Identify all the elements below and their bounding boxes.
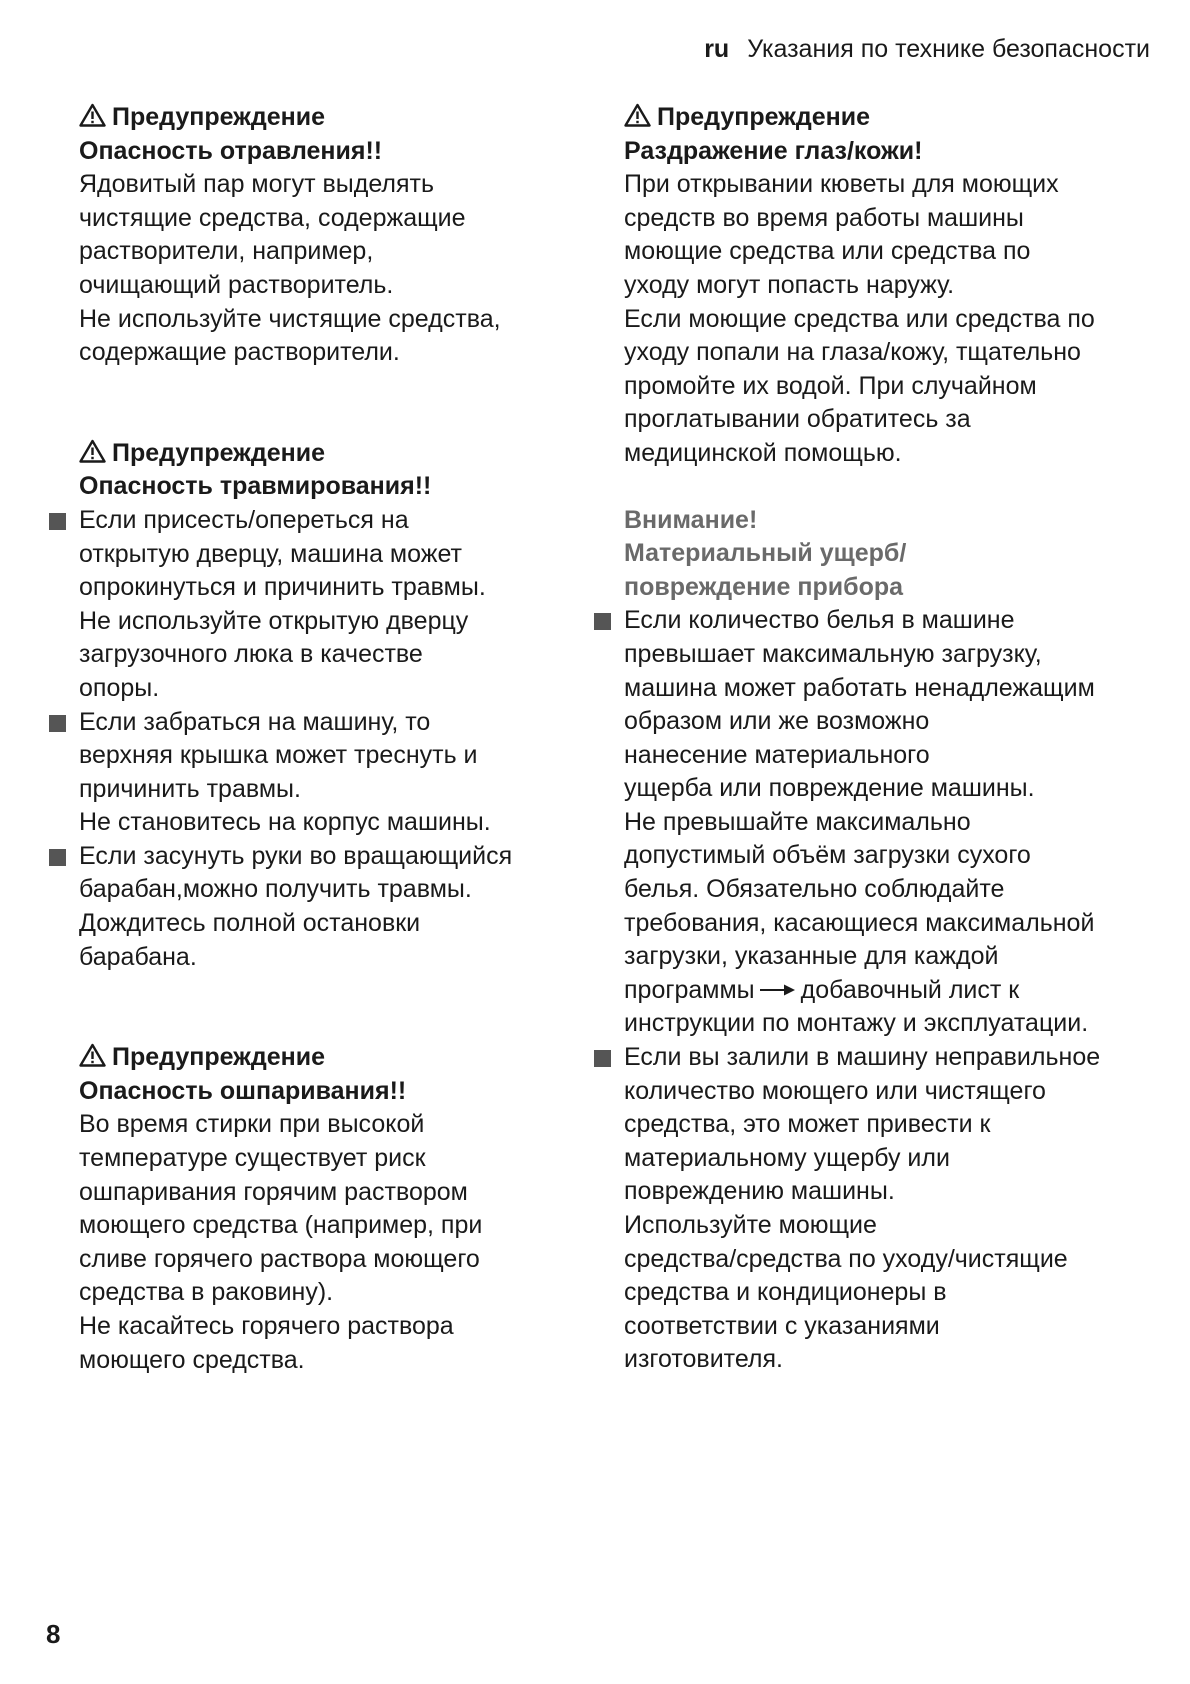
arrow-reference-line <box>624 974 1164 1008</box>
page-header <box>704 33 1150 65</box>
text-line: Не используйте чистящие средства, <box>79 304 501 333</box>
text-line: загрузочного люка в качестве <box>79 640 423 669</box>
text-line: средства и кондиционеры в <box>624 1278 947 1307</box>
warning-injury <box>79 437 599 975</box>
bullet-item <box>79 706 599 840</box>
text-line: средства в раковину). <box>79 1278 334 1307</box>
warning-heading <box>79 101 599 135</box>
text-line: изготовителя. <box>624 1345 783 1374</box>
warning-triangle-icon <box>79 1043 106 1067</box>
language-code: ru <box>704 35 730 63</box>
text-line: Если вы залили в машину неправильное <box>624 1043 1101 1072</box>
text-line: медицинской помощью. <box>624 438 902 467</box>
text-line: Дождитесь полной остановки <box>79 909 421 938</box>
text-line: Если присесть/опереться на <box>79 505 409 534</box>
text-line: загрузки, указанные для каждой <box>624 942 999 971</box>
text-line: чистящие средства, содержащие <box>79 203 466 232</box>
text-line: температуре существует риск <box>79 1144 426 1173</box>
text-line: Если забраться на машину, то <box>79 707 431 736</box>
warning-irritation <box>624 101 1164 471</box>
warning-title: Опасность отравления!! <box>79 136 383 165</box>
text-line: промойте их водой. При случайном <box>624 371 1037 400</box>
text-line: Используйте моющие <box>624 1211 877 1239</box>
text-line: Если засунуть руки во вращающийся <box>79 841 513 870</box>
text-line: белья. Обязательно соблюдайте <box>624 875 1005 904</box>
text-line: ошпаривания горячим раствором <box>79 1177 468 1206</box>
text-line: барабана. <box>79 942 197 971</box>
text-line: Если количество белья в машине <box>624 606 1015 635</box>
text-line: уходу попали на глаза/кожу, тщательно <box>624 338 1081 367</box>
warning-heading <box>79 437 599 471</box>
arrow-text-before: программы <box>624 975 755 1004</box>
text-line: очищающий растворитель. <box>79 270 394 299</box>
text-line: средств во время работы машины <box>624 203 1024 232</box>
text-line: уходу могут попасть наружу. <box>624 270 955 299</box>
text-line: нанесение материального <box>624 740 930 769</box>
text-line: Не превышайте максимально <box>624 807 971 836</box>
text-line: проглатывании обратитесь за <box>624 405 971 434</box>
text-line: моющего средства (например, при <box>79 1211 483 1240</box>
text-line: открытую дверцу, машина может <box>79 539 462 568</box>
left-column <box>79 101 599 1377</box>
warning-label: Предупреждение <box>112 1043 326 1072</box>
text-line: Не становитесь на корпус машины. <box>79 808 491 837</box>
text-line: повреждению машины. <box>624 1177 895 1206</box>
warning-title: Опасность ошпаривания!! <box>79 1076 407 1105</box>
text-line: опоры. <box>79 673 160 702</box>
bullet-square-icon <box>594 1050 611 1067</box>
text-line: моющего средства. <box>79 1345 305 1374</box>
bullet-item <box>79 504 599 706</box>
text-line: инструкции по монтажу и эксплуатации. <box>624 1009 1089 1038</box>
text-line: количество моющего или чистящего <box>624 1076 1046 1105</box>
warning-title: Опасность травмирования!! <box>79 472 432 501</box>
warning-triangle-icon <box>79 439 106 463</box>
text-line: машина может работать ненадлежащим <box>624 673 1095 702</box>
text-line: моющие средства или средства по <box>624 237 1031 266</box>
text-line: соответствии с указаниями <box>624 1311 940 1340</box>
text-line: верхняя крышка может треснуть и <box>79 741 478 770</box>
warning-title: Раздражение глаз/кожи! <box>624 136 923 165</box>
caution-title-line: повреждение прибора <box>624 572 904 601</box>
text-line: Не используйте открытую дверцу <box>79 606 469 635</box>
text-line: барабан,можно получить травмы. <box>79 875 472 904</box>
caution-material-damage <box>624 504 1164 1377</box>
text-line: средства, это может привести к <box>624 1110 991 1139</box>
warning-triangle-icon <box>79 103 106 127</box>
text-line: образом или же возможно <box>624 707 930 736</box>
right-column <box>624 101 1164 1377</box>
text-line: Если моющие средства или средства по <box>624 304 1095 333</box>
bullet-square-icon <box>49 849 66 866</box>
text-line: содержащие растворители. <box>79 338 400 367</box>
warning-heading <box>624 101 1164 135</box>
bullet-item <box>79 840 599 974</box>
text-line: Ядовитый пар могут выделять <box>79 170 435 199</box>
warning-label: Предупреждение <box>112 438 326 467</box>
warning-label: Предупреждение <box>112 103 326 131</box>
warning-triangle-icon <box>624 103 651 127</box>
text-line: средства/средства по уходу/чистящие <box>624 1244 1068 1273</box>
bullet-item <box>624 1041 1164 1377</box>
bullet-square-icon <box>49 513 66 530</box>
bullet-item <box>624 604 1164 1041</box>
text-line: При открывании кюветы для моющих <box>624 170 1059 199</box>
text-line: требования, касающиеся максимальной <box>624 908 1095 937</box>
arrow-right-icon <box>759 982 797 998</box>
text-line: допустимый объём загрузки сухого <box>624 841 1031 870</box>
caution-label: Внимание! <box>624 505 758 534</box>
section-title: Указания по технике безопасности <box>747 35 1150 63</box>
warning-poisoning <box>79 101 599 370</box>
text-line: Не касайтесь горячего раствора <box>79 1312 454 1340</box>
text-line: ущерба или повреждение машины. <box>624 774 1035 803</box>
text-line: растворители, например, <box>79 237 374 266</box>
text-line: превышает максимальную загрузку, <box>624 639 1042 668</box>
bullet-square-icon <box>49 715 66 732</box>
warning-heading <box>79 1041 599 1075</box>
caution-title-line: Материальный ущерб/ <box>624 539 907 568</box>
text-line: материальному ущербу или <box>624 1143 950 1172</box>
arrow-text-after: добавочный лист к <box>800 975 1020 1004</box>
text-line: причинить травмы. <box>79 774 301 803</box>
page-number: 8 <box>46 1619 61 1649</box>
text-line: сливе горячего раствора моющего <box>79 1244 480 1273</box>
warning-scalding <box>79 1041 599 1377</box>
bullet-square-icon <box>594 613 611 630</box>
text-line: Во время стирки при высокой <box>79 1110 425 1139</box>
warning-label: Предупреждение <box>657 103 871 131</box>
text-line: опрокинуться и причинить травмы. <box>79 573 486 602</box>
